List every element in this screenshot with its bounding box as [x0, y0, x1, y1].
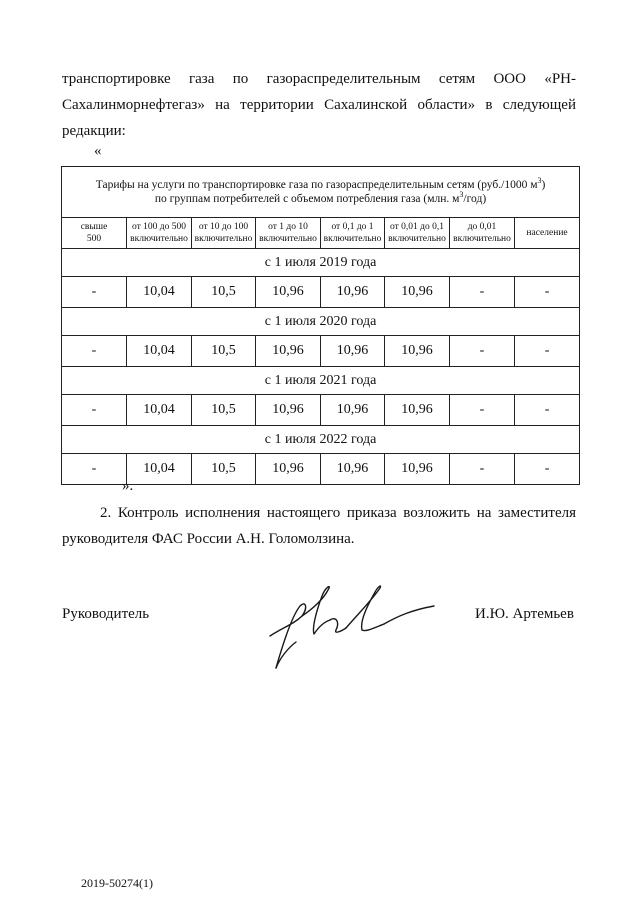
value-cell: 10,96 [385, 395, 450, 426]
group-label-line2: включительно [453, 234, 511, 244]
group-header-cell [321, 218, 385, 249]
value-cell: 10,96 [385, 277, 450, 308]
table-title-close: ) [541, 179, 546, 191]
value-cell: 10,04 [127, 336, 192, 367]
intro-line-3: редакции: [62, 123, 126, 139]
value-cell: 10,96 [385, 336, 450, 367]
table-subtitle-a: по группам потребителей с объемом потребления газа (млн. м [154, 193, 460, 205]
value-cell: - [515, 454, 580, 485]
period-row [62, 426, 580, 454]
period-row [62, 308, 580, 336]
value-cell: 10,5 [192, 336, 256, 367]
group-label-line1: от 1 до 10 [268, 222, 308, 232]
value-cell: 10,96 [256, 277, 321, 308]
value-cell: - [62, 395, 127, 426]
group-header-cell [127, 218, 192, 249]
group-header-cell [385, 218, 450, 249]
group-label-line2: включительно [259, 234, 317, 244]
period-row [62, 367, 580, 395]
group-label-line1: до 0,01 [467, 222, 497, 232]
period-label: с 1 июля 2020 года [62, 308, 580, 336]
group-label-line1: население [526, 228, 568, 238]
value-cell: 10,96 [321, 454, 385, 485]
value-cell: 10,96 [385, 454, 450, 485]
value-cell: - [450, 395, 515, 426]
quote-open-mark: « [94, 143, 102, 159]
value-row [62, 395, 580, 426]
group-label-line2: 500 [86, 234, 102, 244]
group-header-cell [192, 218, 256, 249]
group-label-line2: включительно [130, 234, 188, 244]
value-cell: 10,5 [192, 277, 256, 308]
value-cell: - [450, 277, 515, 308]
value-cell: 10,5 [192, 454, 256, 485]
value-cell: - [450, 454, 515, 485]
quote-close-mark: ». [122, 478, 134, 494]
period-row [62, 249, 580, 277]
table-subtitle-sup: 3 [459, 190, 464, 200]
table-subtitle-b: /год) [463, 193, 487, 205]
tariff-table [61, 166, 580, 485]
table-title-main: Тарифы на услуги по транспортировке газа по газораспределительным сетям (руб./1000 м [95, 179, 538, 191]
value-cell: 10,04 [127, 395, 192, 426]
group-label-line2: включительно [194, 234, 253, 244]
value-cell: - [62, 454, 127, 485]
value-cell: - [515, 336, 580, 367]
group-label-line1: от 0,1 до 1 [331, 222, 374, 232]
group-label-line1: свыше [80, 222, 108, 232]
value-cell: - [62, 336, 127, 367]
value-cell: - [62, 277, 127, 308]
table-title [62, 167, 580, 218]
signatory-name: И.Ю. Артемьев [475, 606, 574, 622]
group-label-line1: от 100 до 500 [132, 222, 186, 232]
value-cell: 10,96 [321, 395, 385, 426]
period-label: с 1 июля 2022 года [62, 426, 580, 454]
period-label: с 1 июля 2021 года [62, 367, 580, 395]
group-header-cell [256, 218, 321, 249]
value-row [62, 454, 580, 485]
intro-line-2: Сахалинморнефтегаз» на территории Сахалинской области» в следующей [62, 97, 576, 113]
value-cell: 10,96 [256, 336, 321, 367]
value-cell: 10,04 [127, 277, 192, 308]
value-cell: 10,04 [127, 454, 192, 485]
group-label-line2: включительно [323, 234, 382, 244]
group-header-cell [450, 218, 515, 249]
value-cell: 10,96 [256, 454, 321, 485]
handwritten-signature [262, 578, 437, 673]
period-label: с 1 июля 2019 года [62, 249, 580, 277]
group-header-cell [515, 218, 580, 249]
value-cell: - [450, 336, 515, 367]
table-title-sup: 3 [537, 176, 542, 186]
signatory-role: Руководитель [62, 606, 150, 622]
value-cell: 10,96 [321, 277, 385, 308]
value-row [62, 336, 580, 367]
paragraph-2-line-2: руководителя ФАС России А.Н. Голомолзина. [62, 531, 355, 547]
group-label-line1: от 0,01 до 0,1 [390, 222, 444, 232]
value-cell: - [515, 277, 580, 308]
value-cell: 10,96 [321, 336, 385, 367]
value-cell: - [515, 395, 580, 426]
paragraph-2-line-1: 2. Контроль исполнения настоящего приказа возложить на заместителя [100, 505, 576, 521]
group-header-row [62, 218, 580, 249]
group-header-cell [62, 218, 127, 249]
group-label-line2: включительно [388, 234, 446, 244]
document-number: 2019-50274(1) [81, 876, 153, 890]
group-label-line1: от 10 до 100 [198, 222, 249, 232]
intro-line-1: транспортировке газа по газораспределительным сетям ООО «РН- [62, 71, 576, 87]
value-cell: 10,5 [192, 395, 256, 426]
value-cell: 10,96 [256, 395, 321, 426]
value-row [62, 277, 580, 308]
